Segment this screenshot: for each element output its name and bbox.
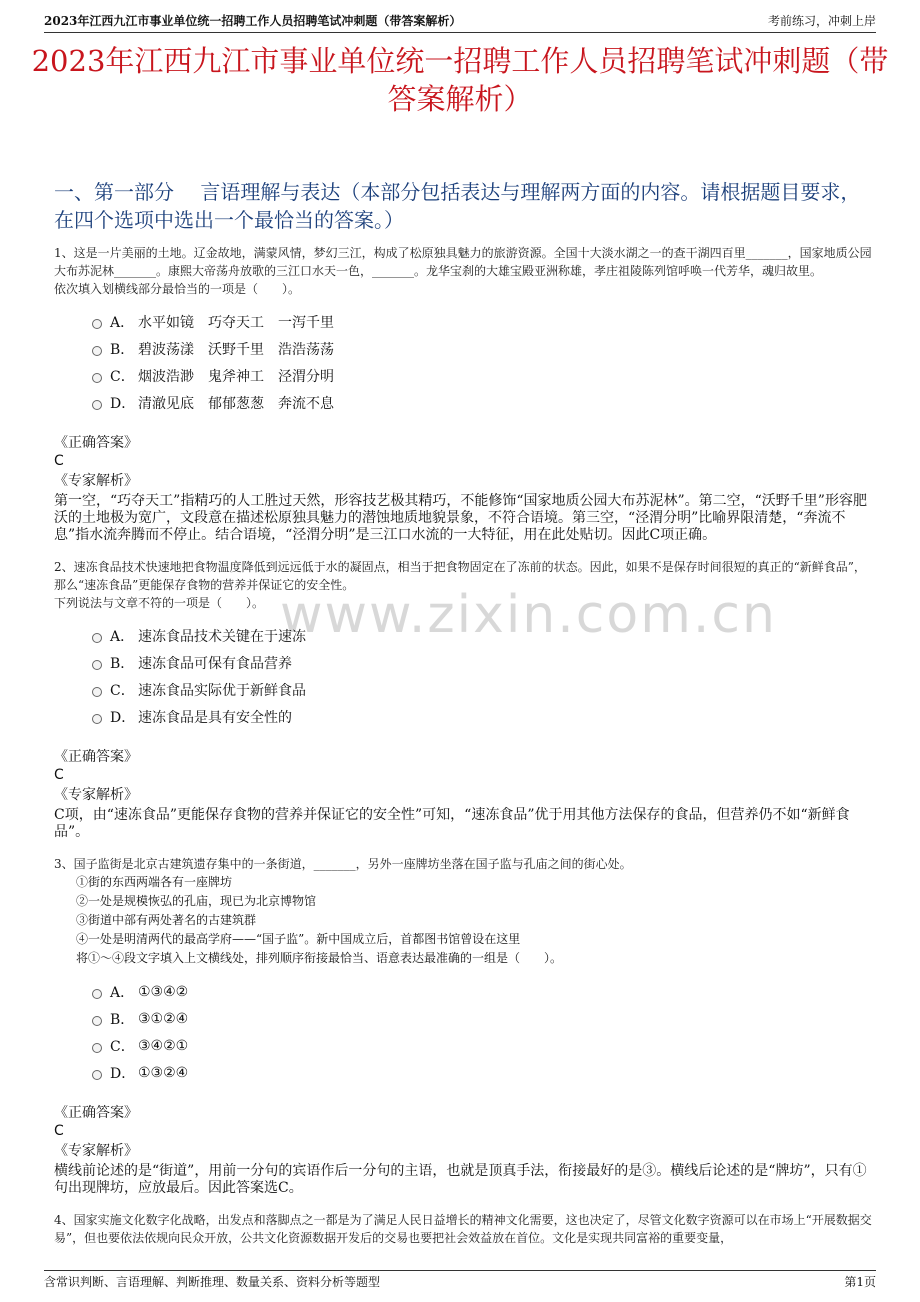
- option-b[interactable]: B． 速冻食品可保有食品营养: [92, 649, 874, 676]
- question-text: 1、这是一片美丽的土地。辽金故地，满蒙风情，梦幻三江，构成了松原独具魅力的旅游资源。全国十大淡水湖之一的查干湖四百里_______，国家地质公园大布苏泥林_______。康熙大帝荡舟放歌的三江口水天一色，_______。龙华宝刹的大雄宝殿亚洲称雄，孝庄祖陵陈列馆呼唤一代芳华，魂归故里。: [54, 246, 872, 278]
- option-c[interactable]: C． ③④②①: [92, 1032, 874, 1059]
- page-title: 2023年江西九江市事业单位统一招聘工作人员招聘笔试冲刺题（带答案解析）: [31, 44, 889, 116]
- question-list: [54, 244, 874, 1247]
- radio-icon[interactable]: [92, 687, 102, 697]
- radio-icon[interactable]: [92, 346, 102, 356]
- answer-value: C: [54, 767, 64, 783]
- radio-icon[interactable]: [92, 989, 102, 999]
- watermark: www.zixin.com.cn: [280, 585, 777, 645]
- expert-label: 《专家解析》: [54, 473, 138, 489]
- question-prompt: 依次填入划横线部分最恰当的一项是（ ）。: [54, 282, 301, 296]
- page-header: [44, 12, 876, 33]
- radio-icon[interactable]: [92, 1070, 102, 1080]
- option-a[interactable]: A． 水平如镜 巧夺天工 一泻千里: [92, 308, 874, 335]
- option-d[interactable]: D． 清澈见底 郁郁葱葱 奔流不息: [92, 389, 874, 416]
- sub-item-3: ③街道中部有两处著名的古建筑群: [76, 913, 257, 927]
- answer-label: 《正确答案》: [54, 1105, 138, 1121]
- question-text: 3、国子监街是北京古建筑遗存集中的一条街道，_______，另外一座牌坊坐落在国子监与孔庙之间的街心处。: [54, 857, 632, 871]
- question-3: [54, 855, 874, 1197]
- radio-icon[interactable]: [92, 400, 102, 410]
- option-list: [92, 622, 874, 730]
- explanation-text: C项，由“速冻食品”更能保存食物的营养并保证它的安全性”可知，“速冻食品”优于用其他方法保存的食品，但营养仍不如“新鲜食品”。: [54, 807, 850, 840]
- explanation-text: 横线前论述的是“街道”，用前一分句的宾语作后一分句的主语，也就是顶真手法，衔接最好的是③。横线后论述的是“牌坊”，只有①句出现牌坊，应放最后。因此答案选C。: [54, 1163, 867, 1196]
- option-b[interactable]: B． ③①②④: [92, 1005, 874, 1032]
- question-prompt: 下列说法与文章不符的一项是（ ）。: [54, 596, 265, 610]
- question-text: 2、速冻食品技术快速地把食物温度降低到远远低于水的凝固点，相当于把食物固定在了冻前的状态。因此，如果不是保存时间很短的真正的“新鲜食品”，那么“速冻食品”更能保存食物的营养并保证它的安全性。: [54, 560, 866, 592]
- expert-label: 《专家解析》: [54, 787, 138, 803]
- page-footer: [44, 1270, 876, 1291]
- option-d[interactable]: D． ①③②④: [92, 1059, 874, 1086]
- option-a[interactable]: A． ①③④②: [92, 978, 874, 1005]
- question-prompt: 将①～④段文字填入上文横线处，排列顺序衔接最恰当、语意表达最准确的一组是（ ）。: [76, 951, 563, 965]
- radio-icon[interactable]: [92, 714, 102, 724]
- section-heading: 一、第一部分 言语理解与表达（本部分包括表达与理解两方面的内容。请根据题目要求，在四个选项中选出一个最恰当的答案。）: [54, 180, 861, 232]
- option-d[interactable]: D． 速冻食品是具有安全性的: [92, 703, 874, 730]
- question-1: [54, 244, 874, 544]
- option-a[interactable]: A． 速冻食品技术关键在于速冻: [92, 622, 874, 649]
- option-c[interactable]: C． 烟波浩渺 鬼斧神工 泾渭分明: [92, 362, 874, 389]
- footer-topics: 含常识判断、言语理解、判断推理、数量关系、资料分析等题型: [44, 1275, 381, 1289]
- radio-icon[interactable]: [92, 660, 102, 670]
- expert-label: 《专家解析》: [54, 1143, 138, 1159]
- header-slogan: 考前练习，冲刺上岸: [767, 14, 876, 28]
- radio-icon[interactable]: [92, 319, 102, 329]
- radio-icon[interactable]: [92, 373, 102, 383]
- question-text: 4、国家实施文化数字化战略，出发点和落脚点之一都是为了满足人民日益增长的精神文化需要，这也决定了，尽管文化数字资源可以在市场上“开展数据交易”，但也要依法依规向民众开放，公共文化资源数据开发后的交易也要把社会效益放在首位。文化是实现共同富裕的重要变量，: [54, 1213, 872, 1245]
- radio-icon[interactable]: [92, 1016, 102, 1026]
- answer-value: C: [54, 1123, 64, 1139]
- page-number: 第1页: [844, 1275, 876, 1289]
- question-4: [54, 1211, 874, 1247]
- sub-item-4: ④一处是明清两代的最高学府——“国子监”。新中国成立后，首都图书馆曾设在这里: [76, 932, 521, 946]
- answer-label: 《正确答案》: [54, 435, 138, 451]
- question-2: [54, 558, 874, 841]
- answer-value: C: [54, 453, 64, 469]
- sub-item-2: ②一处是规模恢弘的孔庙，现已为北京博物馆: [76, 894, 317, 908]
- option-list: [92, 308, 874, 416]
- explanation-text: 第一空，“巧夺天工”指精巧的人工胜过天然，形容技艺极其精巧，不能修饰“国家地质公园大布苏泥林”。第二空，“沃野千里”形容肥沃的土地极为宽广，文段意在描述松原独具魅力的潜蚀地质地貌景象，不符合语境。第三空，“泾渭分明”比喻界限清楚，“奔流不息”指水流奔腾而不停止。结合语境，“泾渭分明”是三江口水流的一大特征，用在此处贴切。因此C项正确。: [54, 493, 867, 543]
- radio-icon[interactable]: [92, 1043, 102, 1053]
- answer-label: 《正确答案》: [54, 749, 138, 765]
- option-c[interactable]: C． 速冻食品实际优于新鲜食品: [92, 676, 874, 703]
- radio-icon[interactable]: [92, 633, 102, 643]
- option-list: [92, 978, 874, 1086]
- option-b[interactable]: B． 碧波荡漾 沃野千里 浩浩荡荡: [92, 335, 874, 362]
- header-title: 2023年江西九江市事业单位统一招聘工作人员招聘笔试冲刺题（带答案解析）: [44, 14, 462, 28]
- sub-item-1: ①街的东西两端各有一座牌坊: [76, 875, 233, 889]
